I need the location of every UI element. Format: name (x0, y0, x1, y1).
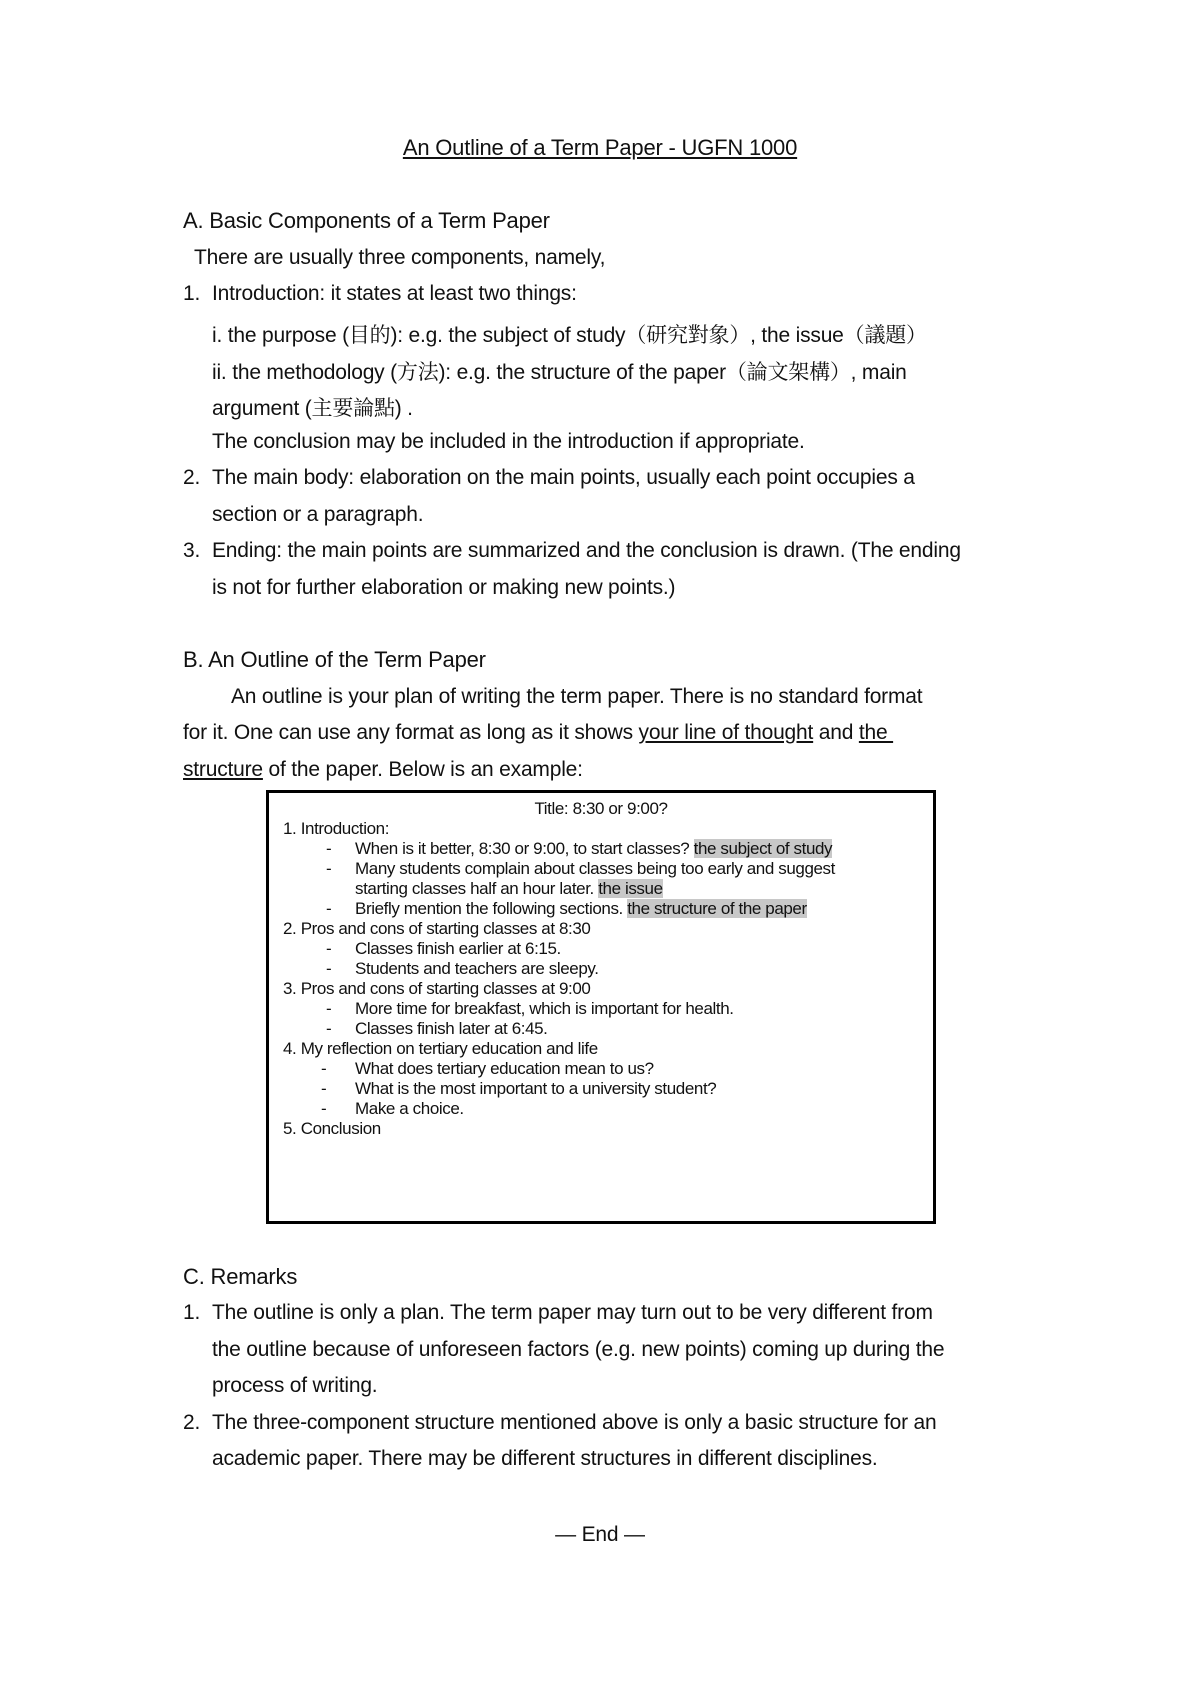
outline-section: 3. Pros and cons of starting classes at 9:00 (283, 979, 591, 998)
bullet-dash: - (326, 899, 332, 918)
text-run: for it. One can use any format as long as it shows (183, 721, 639, 744)
list-subitem: i. the purpose (目的): e.g. the subject of study（研究對象）, the issue（議題） (212, 324, 927, 347)
outline-section: 4. My reflection on tertiary education and life (283, 1039, 598, 1058)
list-item: The outline is only a plan. The term paper may turn out to be very different from (212, 1301, 933, 1324)
outline-section: 1. Introduction: (283, 819, 390, 838)
bullet-dash: - (326, 999, 332, 1018)
highlight-label: the structure of the paper (627, 899, 807, 918)
list-item-continued: academic paper. There may be different structures in different disciplines. (212, 1447, 878, 1470)
highlight-label: the issue (598, 879, 663, 898)
paragraph-line (183, 755, 583, 785)
text-run: and (813, 721, 859, 744)
outline-bullet: More time for breakfast, which is important for health. (355, 999, 734, 1018)
text-run: starting classes half an hour later. (355, 879, 599, 898)
underlined-text: your line of thought (638, 721, 814, 744)
outline-section: 5. Conclusion (283, 1119, 381, 1138)
list-item: The three-component structure mentioned above is only a basic structure for an (212, 1411, 937, 1434)
paragraph-line (183, 718, 893, 748)
list-number: 2. (183, 466, 201, 489)
list-item-continued: is not for further elaboration or making new points.) (212, 576, 676, 599)
section-c-heading: C. Remarks (183, 1264, 298, 1289)
list-number: 1. (183, 1301, 201, 1324)
text-run: Briefly mention the following sections. (355, 899, 628, 918)
list-item-continued: process of writing. (212, 1374, 378, 1397)
example-outline-box (266, 790, 936, 1224)
list-item: Ending: the main points are summarized and the conclusion is drawn. (The ending (212, 539, 961, 562)
outline-bullet: Many students complain about classes being too early and suggest (355, 859, 835, 878)
section-a-intro: There are usually three components, namely, (194, 246, 606, 269)
underlined-text: the (858, 721, 894, 744)
bullet-dash: - (326, 839, 332, 858)
bullet-dash: - (326, 939, 332, 958)
list-number: 1. (183, 282, 201, 305)
bullet-dash: - (326, 959, 332, 978)
outline-bullet (355, 899, 807, 919)
bullet-dash: - (326, 859, 332, 878)
list-item: The main body: elaboration on the main points, usually each point occupies a (212, 466, 915, 489)
outline-bullet: Students and teachers are sleepy. (355, 959, 599, 978)
list-item-continued: the outline because of unforeseen factors (e.g. new points) coming up during the (212, 1338, 945, 1361)
list-number: 2. (183, 1411, 201, 1434)
highlight-label: the subject of study (693, 839, 833, 858)
text-run: When is it better, 8:30 or 9:00, to start classes? (355, 839, 694, 858)
section-b-heading: B. An Outline of the Term Paper (183, 647, 486, 672)
end-marker: — End — (555, 1523, 645, 1546)
bullet-dash: - (321, 1059, 327, 1078)
outline-bullet: What is the most important to a university student? (355, 1079, 717, 1098)
outline-bullet: Classes finish later at 6:45. (355, 1019, 548, 1038)
outline-bullet: Make a choice. (355, 1099, 464, 1118)
page-title: An Outline of a Term Paper - UGFN 1000 (402, 135, 798, 160)
outline-bullet (355, 839, 832, 859)
outline-bullet-continued (355, 879, 663, 899)
bullet-dash: - (321, 1079, 327, 1098)
outline-bullet: Classes finish earlier at 6:15. (355, 939, 561, 958)
outline-section: 2. Pros and cons of starting classes at 8:30 (283, 919, 591, 938)
example-title: Title: 8:30 or 9:00? (534, 799, 668, 818)
conclusion-note: The conclusion may be included in the introduction if appropriate. (212, 430, 805, 453)
bullet-dash: - (321, 1099, 327, 1118)
list-subitem: ii. the methodology (方法): e.g. the structure of the paper（論文架構）, main (212, 361, 907, 384)
bullet-dash: - (326, 1019, 332, 1038)
outline-bullet: What does tertiary education mean to us? (355, 1059, 654, 1078)
list-subitem-continued: argument (主要論點) . (212, 397, 413, 420)
paragraph-line: An outline is your plan of writing the term paper. There is no standard format (231, 685, 923, 708)
section-a-heading: A. Basic Components of a Term Paper (183, 208, 550, 233)
list-number: 3. (183, 539, 201, 562)
text-run: of the paper. Below is an example: (262, 758, 583, 781)
underlined-text: structure (183, 758, 263, 781)
list-item: Introduction: it states at least two things: (212, 282, 577, 305)
list-item-continued: section or a paragraph. (212, 503, 424, 526)
